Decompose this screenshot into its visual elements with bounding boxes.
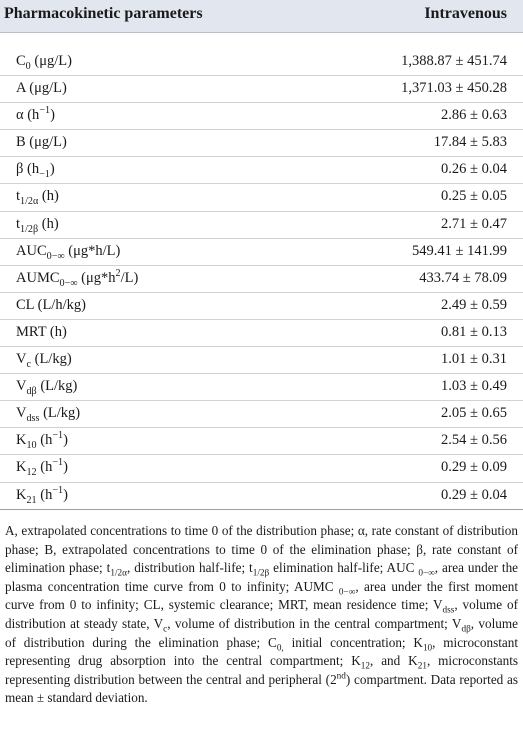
parameter-cell: MRT (h) [16, 323, 67, 340]
value-cell: 0.26 ± 0.04 [441, 161, 507, 178]
table-row [0, 374, 523, 401]
value-cell: 1.03 ± 0.49 [441, 378, 507, 395]
table-header [0, 0, 523, 33]
parameter-cell: $V_{d\beta}$ (L/kg) [16, 378, 78, 398]
table-row [0, 212, 523, 239]
table-row [0, 347, 523, 374]
value-cell: 0.29 ± 0.04 [441, 486, 507, 503]
table-row [0, 76, 523, 103]
value-cell: 2.54 ± 0.56 [441, 432, 507, 449]
table-row [0, 130, 523, 157]
parameter-cell: A (μg/L) [16, 80, 67, 97]
value-cell: 549.41 ± 141.99 [412, 242, 507, 259]
table-row [0, 103, 523, 130]
table-row [0, 293, 523, 320]
table-body [0, 49, 523, 510]
value-cell: 2.71 ± 0.47 [441, 215, 507, 232]
parameter-cell: $t_{1/2\alpha}$ (h) [16, 188, 59, 208]
table-row [0, 266, 523, 293]
header-parameters: Pharmacokinetic parameters [4, 5, 203, 22]
parameter-cell: $V_c$ (L/kg) [16, 351, 72, 370]
table-row [0, 239, 523, 266]
parameter-cell: $AUC_{0-\infty}$ (μg*h/L) [16, 242, 121, 262]
value-cell: 0.81 ± 0.13 [441, 323, 507, 340]
header-intravenous: Intravenous [424, 5, 507, 22]
table-row [0, 184, 523, 211]
value-cell: 0.29 ± 0.09 [441, 459, 507, 476]
parameter-cell: $K_{10}$ $(h^{-1})$ [16, 430, 68, 452]
parameter-cell: B (μg/L) [16, 134, 67, 151]
parameter-cell: $K_{21}$ $(h^{-1})$ [16, 484, 68, 506]
value-cell: 1.01 ± 0.31 [441, 351, 507, 368]
parameter-cell: $K_{12}$ $(h^{-1})$ [16, 457, 68, 479]
table-row [0, 483, 523, 510]
parameter-cell: α $(h^{-1})$ [16, 105, 55, 124]
value-cell: 2.49 ± 0.59 [441, 296, 507, 313]
table-row [0, 428, 523, 455]
parameter-cell: $C_0$ (μg/L) [16, 53, 72, 72]
value-cell: 17.84 ± 5.83 [433, 134, 507, 151]
table-row [0, 455, 523, 482]
value-cell: 0.25 ± 0.05 [441, 188, 507, 205]
table-row [0, 157, 523, 184]
table-bottom-rule [0, 509, 523, 510]
value-cell: 1,371.03 ± 450.28 [401, 80, 507, 97]
table-row [0, 401, 523, 428]
parameter-cell: CL (L/h/kg) [16, 296, 86, 313]
table-row [0, 320, 523, 347]
parameter-cell: $AUMC_{0-\infty}$ $(\mu g*h^2/L)$ [16, 267, 139, 289]
parameter-cell: $V_{dss}$ (L/kg) [16, 405, 81, 425]
value-cell: 2.86 ± 0.63 [441, 107, 507, 124]
table-row [0, 49, 523, 76]
value-cell: 1,388.87 ± 451.74 [401, 53, 507, 69]
table-footnote: A, extrapolated concentrations to time 0 of the distribution phase; α, rate constant of distribution phase; B, extrapolated concentrations to time 0 of the elimination phase; β, rate constant of elimination phase; $t_{1/2\alpha}$, distribution half-life; $t_{1/2\beta}$ elimination half-life; AUC $_{0-\infty}$, area under the plasma concentration time curve from 0 to infinity; AUMC $_{0-\infty}$, area under the first moment curve from 0 to infinity; CL, systemic clearance; MRT, mean residence time; $V_{dss}$, volume of distribution at steady state, $V_c$, volume of distribution in the central compartment; $V_{d\beta}$, volume of distribution during the elimination phase; $C_{0,}$ initial concentration; $K_{10}$, microconstant representing drug absorption into the central compartment; $K_{12}$, and $K_{21}$, microconstants representing distribution between the central and peripheral (2nd) compartment. Data reported as mean ± standard deviation. [5, 523, 519, 706]
value-cell: 433.74 ± 78.09 [419, 269, 507, 286]
parameter-cell: β $(h_{-1})$ [16, 161, 55, 181]
value-cell: 2.05 ± 0.65 [441, 405, 507, 422]
parameter-cell: $t_{1/2\beta}$ (h) [16, 215, 59, 235]
